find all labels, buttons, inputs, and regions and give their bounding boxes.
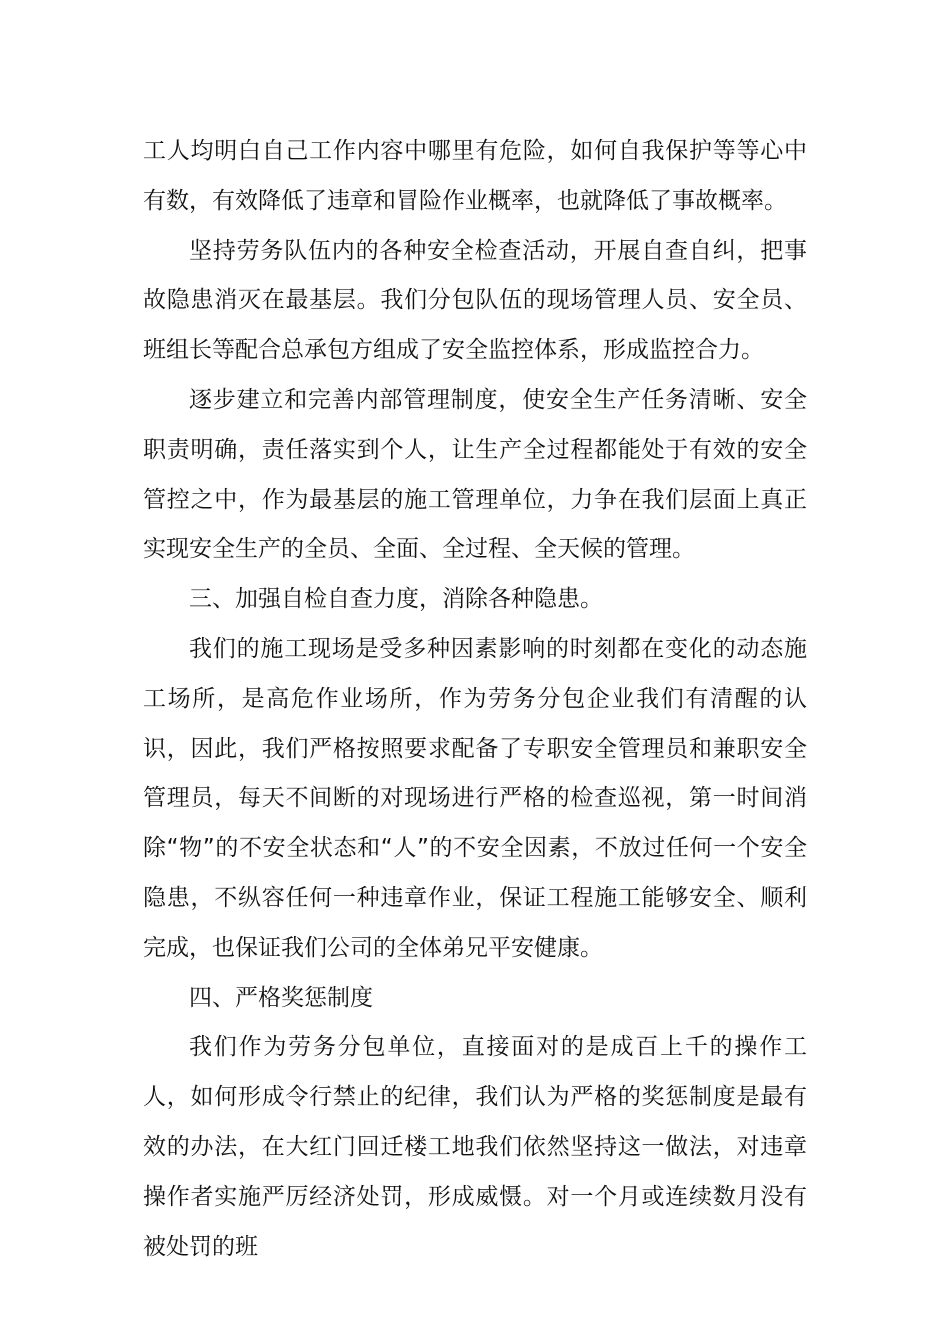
paragraph-4: 我们的施工现场是受多种因素影响的时刻都在变化的动态施工场所，是高危作业场所，作为劳务分包企业我们有清醒的认识，因此，我们严格按照要求配备了专职安全管理员和兼职安全管理员，每天不间断的对现场进行严格的检查巡视，第一时间消除“物”的不安全状态和“人”的不安全因素，不放过任何一个安全隐患，不纵容任何一种违章作业，保证工程施工能够安全、顺利完成，也保证我们公司的全体弟兄平安健康。 [143, 635, 807, 961]
section-heading-3: 三、加强自检自查力度，消除各种隐患。 [189, 586, 603, 613]
paragraph-1: 工人均明白自己工作内容中哪里有危险，如何自我保护等等心中有数，有效降低了违章和冒险作业概率，也就降低了事故概率。 [143, 138, 807, 214]
section-heading-4: 四、严格奖惩制度 [189, 984, 373, 1011]
paragraph-3: 逐步建立和完善内部管理制度，使安全生产任务清晰、安全职责明确，责任落实到个人，让生产全过程都能处于有效的安全管控之中，作为最基层的施工管理单位，力争在我们层面上真正实现安全生产的全员、全面、全过程、全天候的管理。 [143, 386, 807, 563]
document-body [143, 127, 807, 1272]
paragraph-5: 我们作为劳务分包单位，直接面对的是成百上千的操作工人，如何形成令行禁止的纪律，我们认为严格的奖惩制度是最有效的办法，在大红门回迁楼工地我们依然坚持这一做法，对违章操作者实施严厉经济处罚，形成威慑。对一个月或连续数月没有被处罚的班 [143, 1034, 807, 1260]
paragraph-2: 坚持劳务队伍内的各种安全检查活动，开展自查自纠，把事故隐患消灭在最基层。我们分包队伍的现场管理人员、安全员、班组长等配合总承包方组成了安全监控体系，形成监控合力。 [143, 237, 807, 364]
